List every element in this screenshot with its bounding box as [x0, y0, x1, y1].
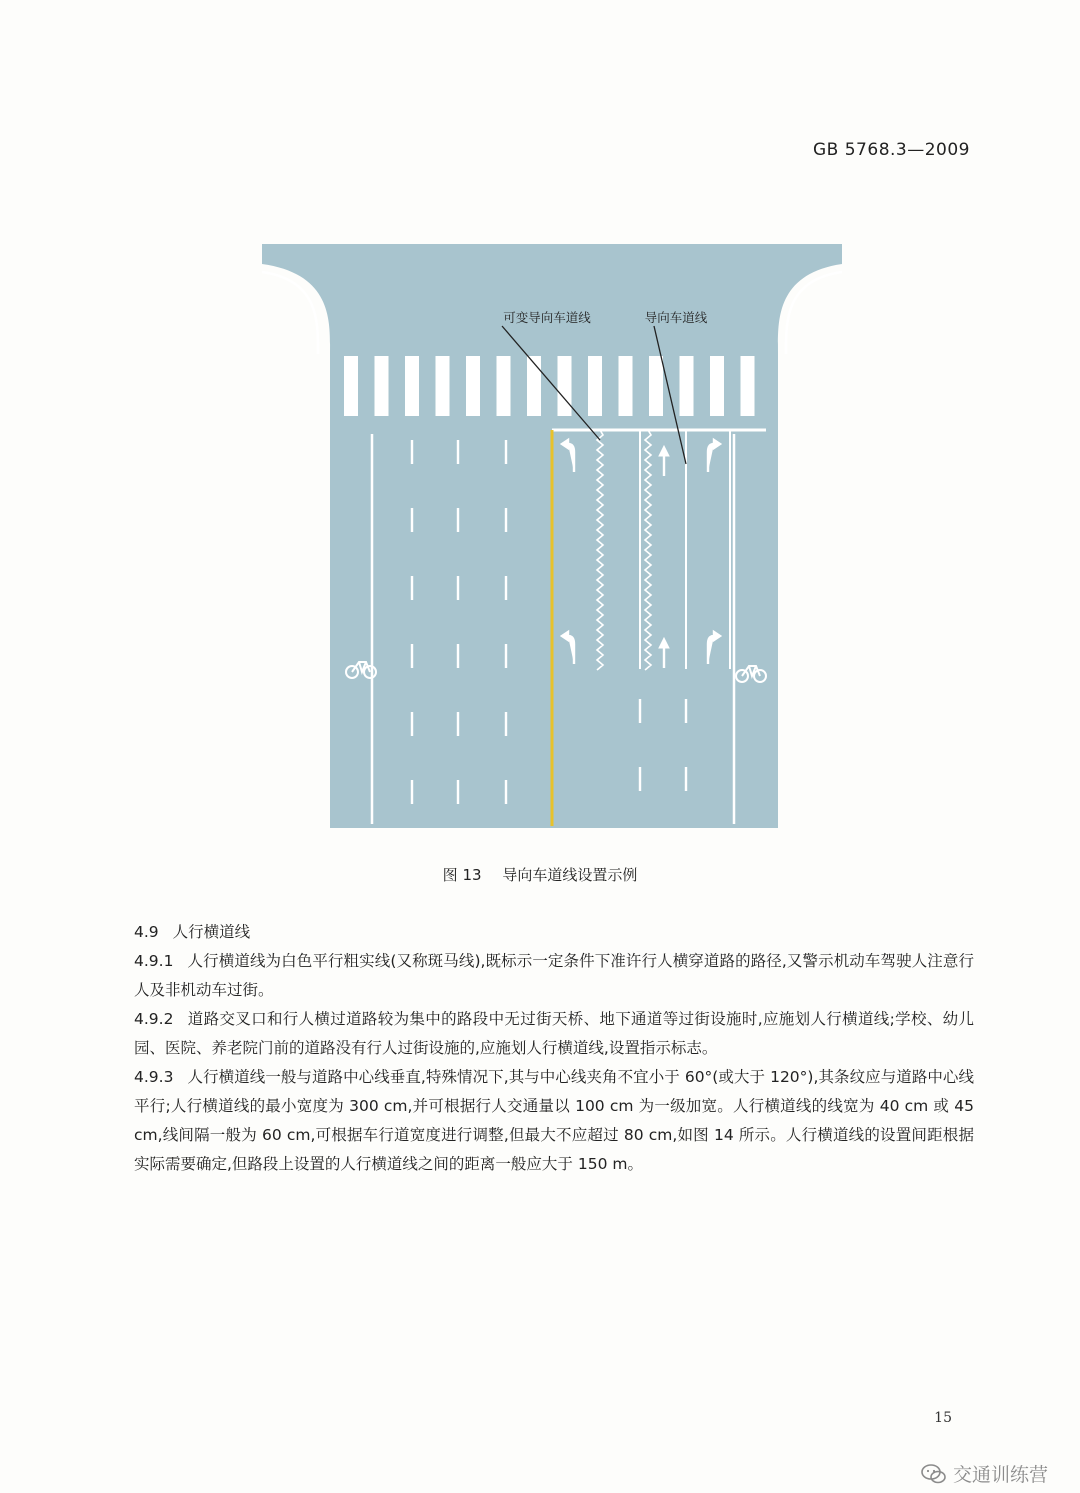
lane-dash	[457, 576, 459, 600]
crosswalk-stripe	[405, 356, 419, 416]
lane-dash	[411, 712, 413, 736]
crosswalk-stripe	[710, 356, 724, 416]
lane-dash	[457, 712, 459, 736]
crosswalk-stripe	[527, 356, 541, 416]
crosswalk-stripe	[588, 356, 602, 416]
label-variable-lane-line: 可变导向车道线	[503, 310, 591, 325]
lane-dash	[505, 712, 507, 736]
page-number: 15	[934, 1410, 952, 1426]
section-title: 人行横道线	[172, 923, 251, 941]
paragraph-text: 道路交叉口和行人横过道路较为集中的路段中无过街天桥、地下通道等过街设施时,应施划人行横道线;学校、幼儿园、医院、养老院门前的道路没有行人过街设施的,应施划人行横道线,设置指示标志。	[134, 1010, 974, 1057]
crosswalk-stripe	[741, 356, 755, 416]
lane-dash	[505, 576, 507, 600]
lane-dash	[411, 644, 413, 668]
section-heading	[134, 918, 974, 947]
watermark-text: 交通训练营	[952, 1464, 1048, 1486]
lane-dash	[457, 644, 459, 668]
section-number: 4.9	[134, 923, 159, 941]
paragraph-text: 人行横道线为白色平行粗实线(又称斑马线),既标示一定条件下准许行人横穿道路的路径,又警示机动车驾驶人注意行人及非机动车过街。	[134, 952, 974, 999]
crosswalk-stripe	[497, 356, 511, 416]
guide-lane-figure	[262, 244, 842, 828]
caption-title: 导向车道线设置示例	[502, 866, 638, 884]
crosswalk-stripe	[619, 356, 633, 416]
lane-dash	[505, 644, 507, 668]
lane-dash	[639, 699, 641, 723]
curb-line-left	[262, 272, 318, 354]
lane-dash	[457, 508, 459, 532]
crosswalk-stripe	[344, 356, 358, 416]
paragraph-number: 4.9.2	[134, 1010, 174, 1028]
lane-dash	[411, 576, 413, 600]
paragraph-text: 人行横道线一般与道路中心线垂直,特殊情况下,其与中心线夹角不宜小于 60°(或大于 120°),其条纹应与道路中心线平行;人行横道线的最小宽度为 300 cm,并可根据行人交通量以 100 cm 为一级加宽。人行横道线的线宽为 40 cm 或 45 cm,线间隔一般为 60 cm,可根据车行道宽度进行调整,但最大不应超过 80 cm,如图 14 所示。人行横道线的设置间距根据实际需要确定,但路段上设置的人行横道线之间的距离一般应大于 150 m。	[134, 1068, 974, 1173]
lane-dash	[505, 508, 507, 532]
paragraph	[134, 947, 974, 1005]
standard-code: GB 5768.3—2009	[813, 140, 970, 160]
lane-dash	[685, 767, 687, 791]
crosswalk-stripe	[436, 356, 450, 416]
crosswalk-stripe	[466, 356, 480, 416]
lane-dash	[411, 780, 413, 804]
lane-dash	[505, 440, 507, 464]
paragraph-number: 4.9.3	[134, 1068, 174, 1086]
wechat-icon	[921, 1463, 947, 1485]
lane-dash	[639, 767, 641, 791]
lane-dash	[457, 440, 459, 464]
lane-dash	[411, 508, 413, 532]
crosswalk-stripe	[649, 356, 663, 416]
lane-dash	[685, 699, 687, 723]
lane-dash	[411, 440, 413, 464]
figure-caption	[0, 864, 1080, 885]
paragraph-number: 4.9.1	[134, 952, 174, 970]
caption-number: 图 13	[442, 866, 482, 884]
watermark	[921, 1460, 1048, 1487]
crosswalk-stripe	[375, 356, 389, 416]
section-body	[134, 918, 974, 1179]
label-guide-lane-line: 导向车道线	[644, 310, 708, 325]
lane-dash	[457, 780, 459, 804]
paragraph	[134, 1063, 974, 1179]
crosswalk-stripe	[680, 356, 694, 416]
lane-dash	[505, 780, 507, 804]
crosswalk-stripe	[558, 356, 572, 416]
paragraph	[134, 1005, 974, 1063]
